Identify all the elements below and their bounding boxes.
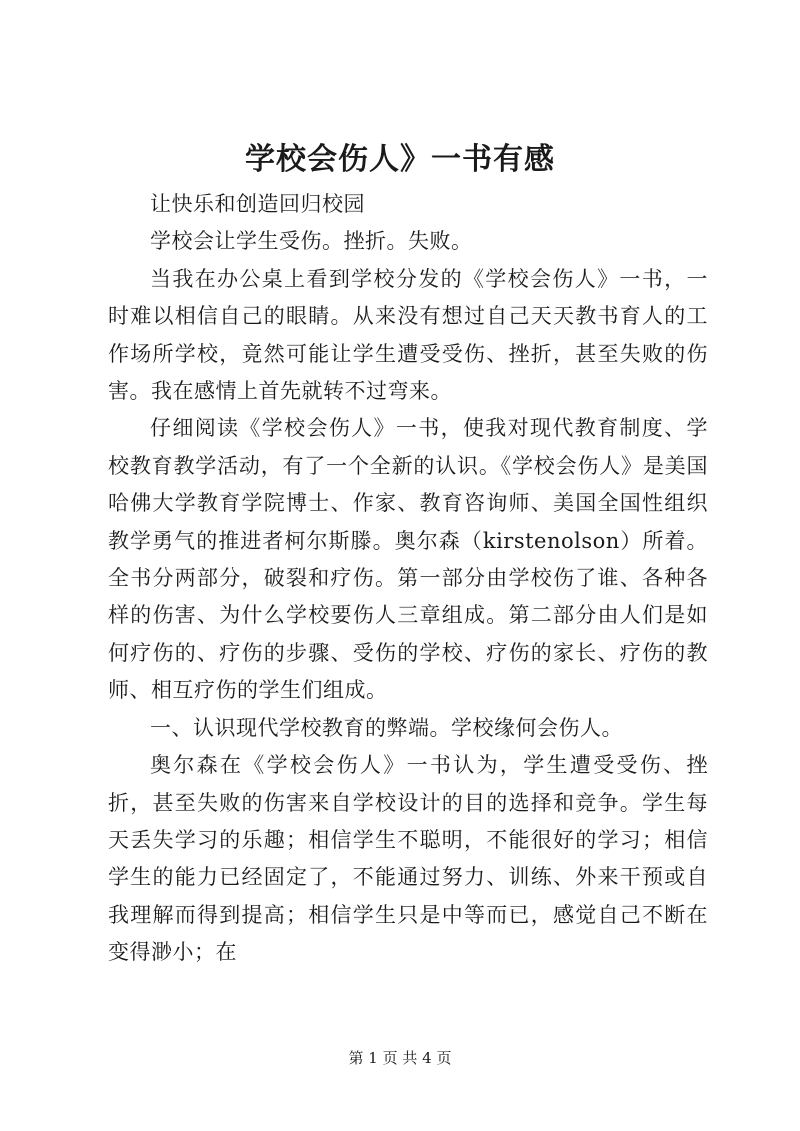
page-footer: 第 1 页 共 4 页 <box>348 1049 452 1067</box>
paragraph-1: 学校会让学生受伤。挫折。失败。 <box>150 229 473 254</box>
paragraph-2: 当我在办公桌上看到学校分发的《学校会伤人》一书，一时难以相信自己的眼睛。从来没有想过自己天天教书育人的工作场所学校，竟然可能让学生遭受受伤、挫折，甚至失败的伤害。我在感情上首先就转不过弯来。 <box>108 266 708 404</box>
paragraph-4: 一、认识现代学校教育的弊端。学校缘何会伤人。 <box>150 715 623 740</box>
paragraph-subtitle: 让快乐和创造回归校园 <box>150 192 365 216</box>
document-body <box>108 186 708 972</box>
paragraph-3: 仔细阅读《学校会伤人》一书，使我对现代教育制度、学校教育教学活动，有了一个全新的认识。《学校会伤人》是美国哈佛大学教育学院博士、作家、教育咨询师、美国全国性组织教学勇气的推进者柯尔斯滕。奥尔森（kirstenolson）所着。全书分两部分，破裂和疗伤。第一部分由学校伤了谁、各种各样的伤害、为什么学校要伤人三章组成。第二部分由人们是如何疗伤的、疗伤的步骤、受伤的学校、疗伤的家长、疗伤的教师、相互疗伤的学生们组成。 <box>108 416 708 703</box>
paragraph-5: 奥尔森在《学校会伤人》一书认为，学生遭受受伤、挫折，甚至失败的伤害来自学校设计的目的选择和竞争。学生每天丢失学习的乐趣；相信学生不聪明，不能很好的学习；相信学生的能力已经固定了，不能通过努力、训练、外来干预或自我理解而得到提高；相信学生只是中等而已，感觉自己不断在变得渺小；在 <box>108 753 708 965</box>
document-title: 学校会伤人》一书有感 <box>245 142 555 177</box>
